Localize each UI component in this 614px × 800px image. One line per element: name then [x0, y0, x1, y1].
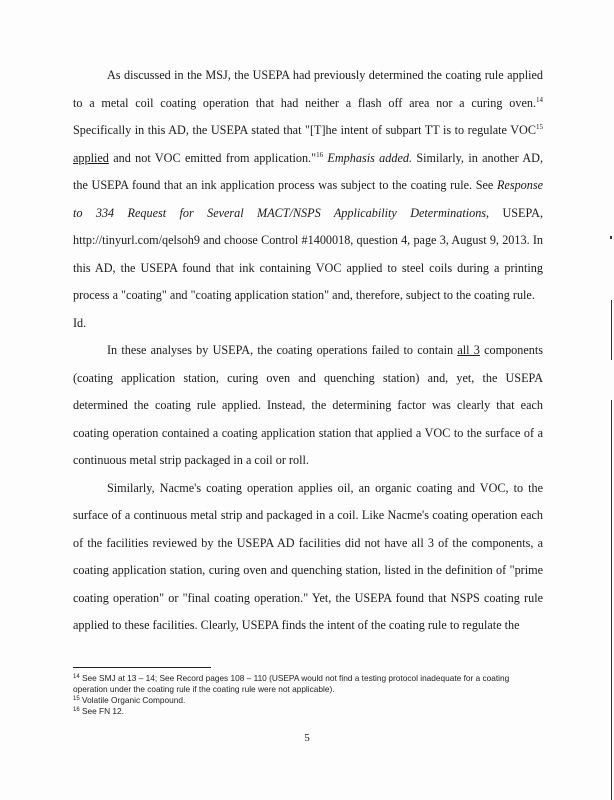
underlined-applied: applied [73, 150, 109, 165]
text-run: Specifically in this AD, the USEPA stated that "[T]he intent of subpart TT is to regulate VOC [73, 123, 536, 137]
footnote-number: 14 [73, 674, 80, 680]
footnote-text: Volatile Organic Compound. [79, 695, 186, 705]
body-text [73, 62, 543, 640]
paragraph-usepa-analyses [73, 337, 543, 475]
citation-title: Response to 334 Request for Several MACT/NSPS Applicability Determinations [73, 178, 543, 220]
text-run: In these analyses by USEPA, the coating operations failed to contain [107, 343, 458, 357]
text-run: Similarly, in another AD, the USEPA found that an ink application process was subject to the coating rule. See [73, 150, 544, 192]
text-run: , USEPA, http://tinyurl.com/qelsoh9 and choose Control #1400018, question 4, page 3, August 9, 2013. In this AD, the USEPA found that ink containing VOC applied to steel coils during a printing process a "coating" and "coating application station" and, therefore, subject to the coating rule. [73, 205, 543, 302]
footnote-text: See FN 12. [79, 706, 124, 716]
footnote-number: 16 [73, 707, 80, 713]
scan-edge-mark [611, 300, 612, 360]
emphasis-added: Emphasis added. [327, 150, 412, 165]
footnote-ref-14[interactable]: 14 [536, 95, 543, 104]
paragraph-msj-discussion [73, 62, 543, 310]
footnote-ref-16[interactable]: 16 [316, 150, 324, 159]
scan-edge-mark [610, 236, 612, 239]
footnote-text: See SMJ at 13 – 14; See Record pages 108 – 110 (USEPA would not find a testing protocol inadequate for a coating operation under the coating rule if the coating rule were not applicable). [73, 673, 510, 694]
text-run: components (coating application station, curing oven and quenching station) and, yet, the USEPA determined the coating rule applied. Instead, the determining factor was clearly that each coating operation contained a coating application station that applied a VOC to the surface of a continuous metal strip packaged in a coil or roll. [73, 343, 544, 467]
text-run: As discussed in the MSJ, the USEPA had previously determined the coating rule applied to a metal coil coating operation that had neither a flash off area nor a curing oven. [73, 68, 543, 110]
id-citation: Id. [73, 315, 87, 330]
footnote-14 [73, 673, 543, 695]
scan-edge-mark [611, 400, 612, 800]
footnote-number: 15 [73, 696, 80, 702]
paragraph-nacme-operation [73, 475, 543, 640]
footnote-divider [73, 667, 211, 668]
footnote-16 [73, 706, 543, 717]
underlined-all-3: all 3 [457, 343, 480, 357]
footnotes [73, 673, 543, 717]
footnote-15 [73, 695, 543, 706]
text-run: and not VOC emitted from application." [108, 150, 317, 165]
footnote-ref-15[interactable]: 15 [536, 123, 543, 131]
text-run: Similarly, Nacme's coating operation applies oil, an organic coating and VOC, to the surface of a continuous metal strip and packaged in a coil. Like Nacme's coating operation each of the facilities reviewed by the USEPA AD facilities did not have all 3 of the components, a coating application station, curing oven and quenching station, listed in the definition of "prime coating operation" or "final coating operation." Yet, the USEPA found that NSPS coating rule applied to these facilities. Clearly, USEPA finds the intent of the coating rule to regulate the [73, 480, 543, 632]
page-number: 5 [304, 732, 310, 744]
